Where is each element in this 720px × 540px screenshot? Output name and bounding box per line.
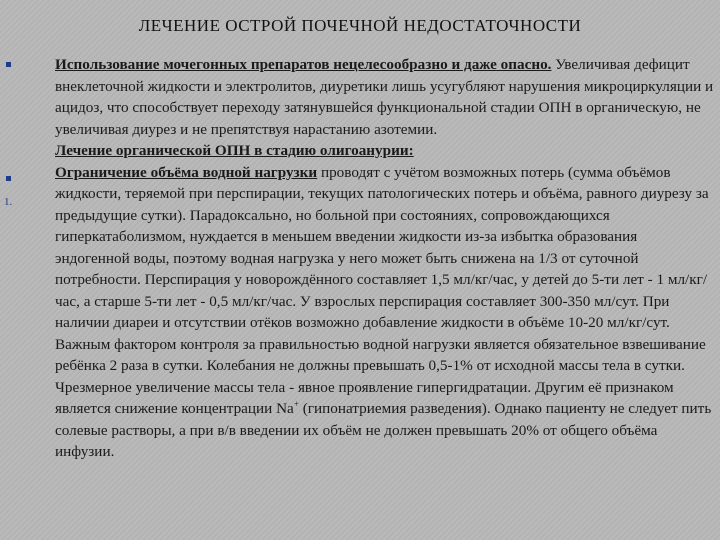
item-body: проводят с учётом возможных потерь (сумма объёмов жидкости, теряемой при перспирации, текущих патологических потерь и объёма, равного диурезу за предыдущие сутки). Парадоксально, но больной при состояниях, сопровождающихся гиперкатаболизмом, нуждается в меньшем введении жидкости из-за избытка образования эндогенной воды, поэтому водная нагрузка у него может быть снижена на 1/3 от суточной потребности. Перспирация у новорождённого составляет 1,5 мл/кг/час, у детей до 5-ти лет - 1 мл/кг/час, а старше 5-ти лет - 0,5 мл/кг/час. У взрослых перспирация составляет 300-350 мл/сут. При наличии диареи и отсутствии отёков возможно добавление жидкости в объёме 10-20 мл/кг/сут. Важным фактором контроля за правильностью водной нагрузки является обязательное взвешивание ребёнка 2 раза в сутки. Колебания не должны превышать 0,5-1% от исходной массы тела в сутки. Чрезмерное увеличение массы тела - явное проявление гипергидратации. Другим её признаком является снижение концентрации Na xyxy=(55,163,709,417)
bullet-square-icon xyxy=(6,176,11,181)
list-item xyxy=(55,162,715,463)
item-heading: Использование мочегонных препаратов нецелесообразно и даже опасно. xyxy=(55,56,552,73)
page-title: ЛЕЧЕНИЕ ОСТРОЙ ПОЧЕЧНОЙ НЕДОСТАТОЧНОСТИ xyxy=(138,16,582,35)
list-number: 1. xyxy=(4,196,13,208)
bullet-square-icon xyxy=(6,62,11,67)
slide-content xyxy=(55,54,715,463)
list-item xyxy=(55,140,715,162)
list-item xyxy=(55,54,715,140)
item-heading: Ограничение объёма водной нагрузки xyxy=(55,163,318,181)
superscript: + xyxy=(293,398,299,409)
item-heading: Лечение органической ОПН в стадию олигоанурии: xyxy=(55,142,414,159)
item-body-continued: (гипонатриемия разведения). Однако пациенту не следует пить солевые растворы, а при в/в введении их объём не должен превышать 20% от общего объёма инфузии. xyxy=(55,400,712,460)
item-body: Увеличивая дефицит внеклеточной жидкости и электролитов, диуретики лишь усугубляют нарушения микроциркуляции и ацидоз, что способствует переходу затянувшейся функциональной стадии ОПН в органическую, не увеличивая диурез и не препятствуя нарастанию азотемии. xyxy=(55,56,714,138)
